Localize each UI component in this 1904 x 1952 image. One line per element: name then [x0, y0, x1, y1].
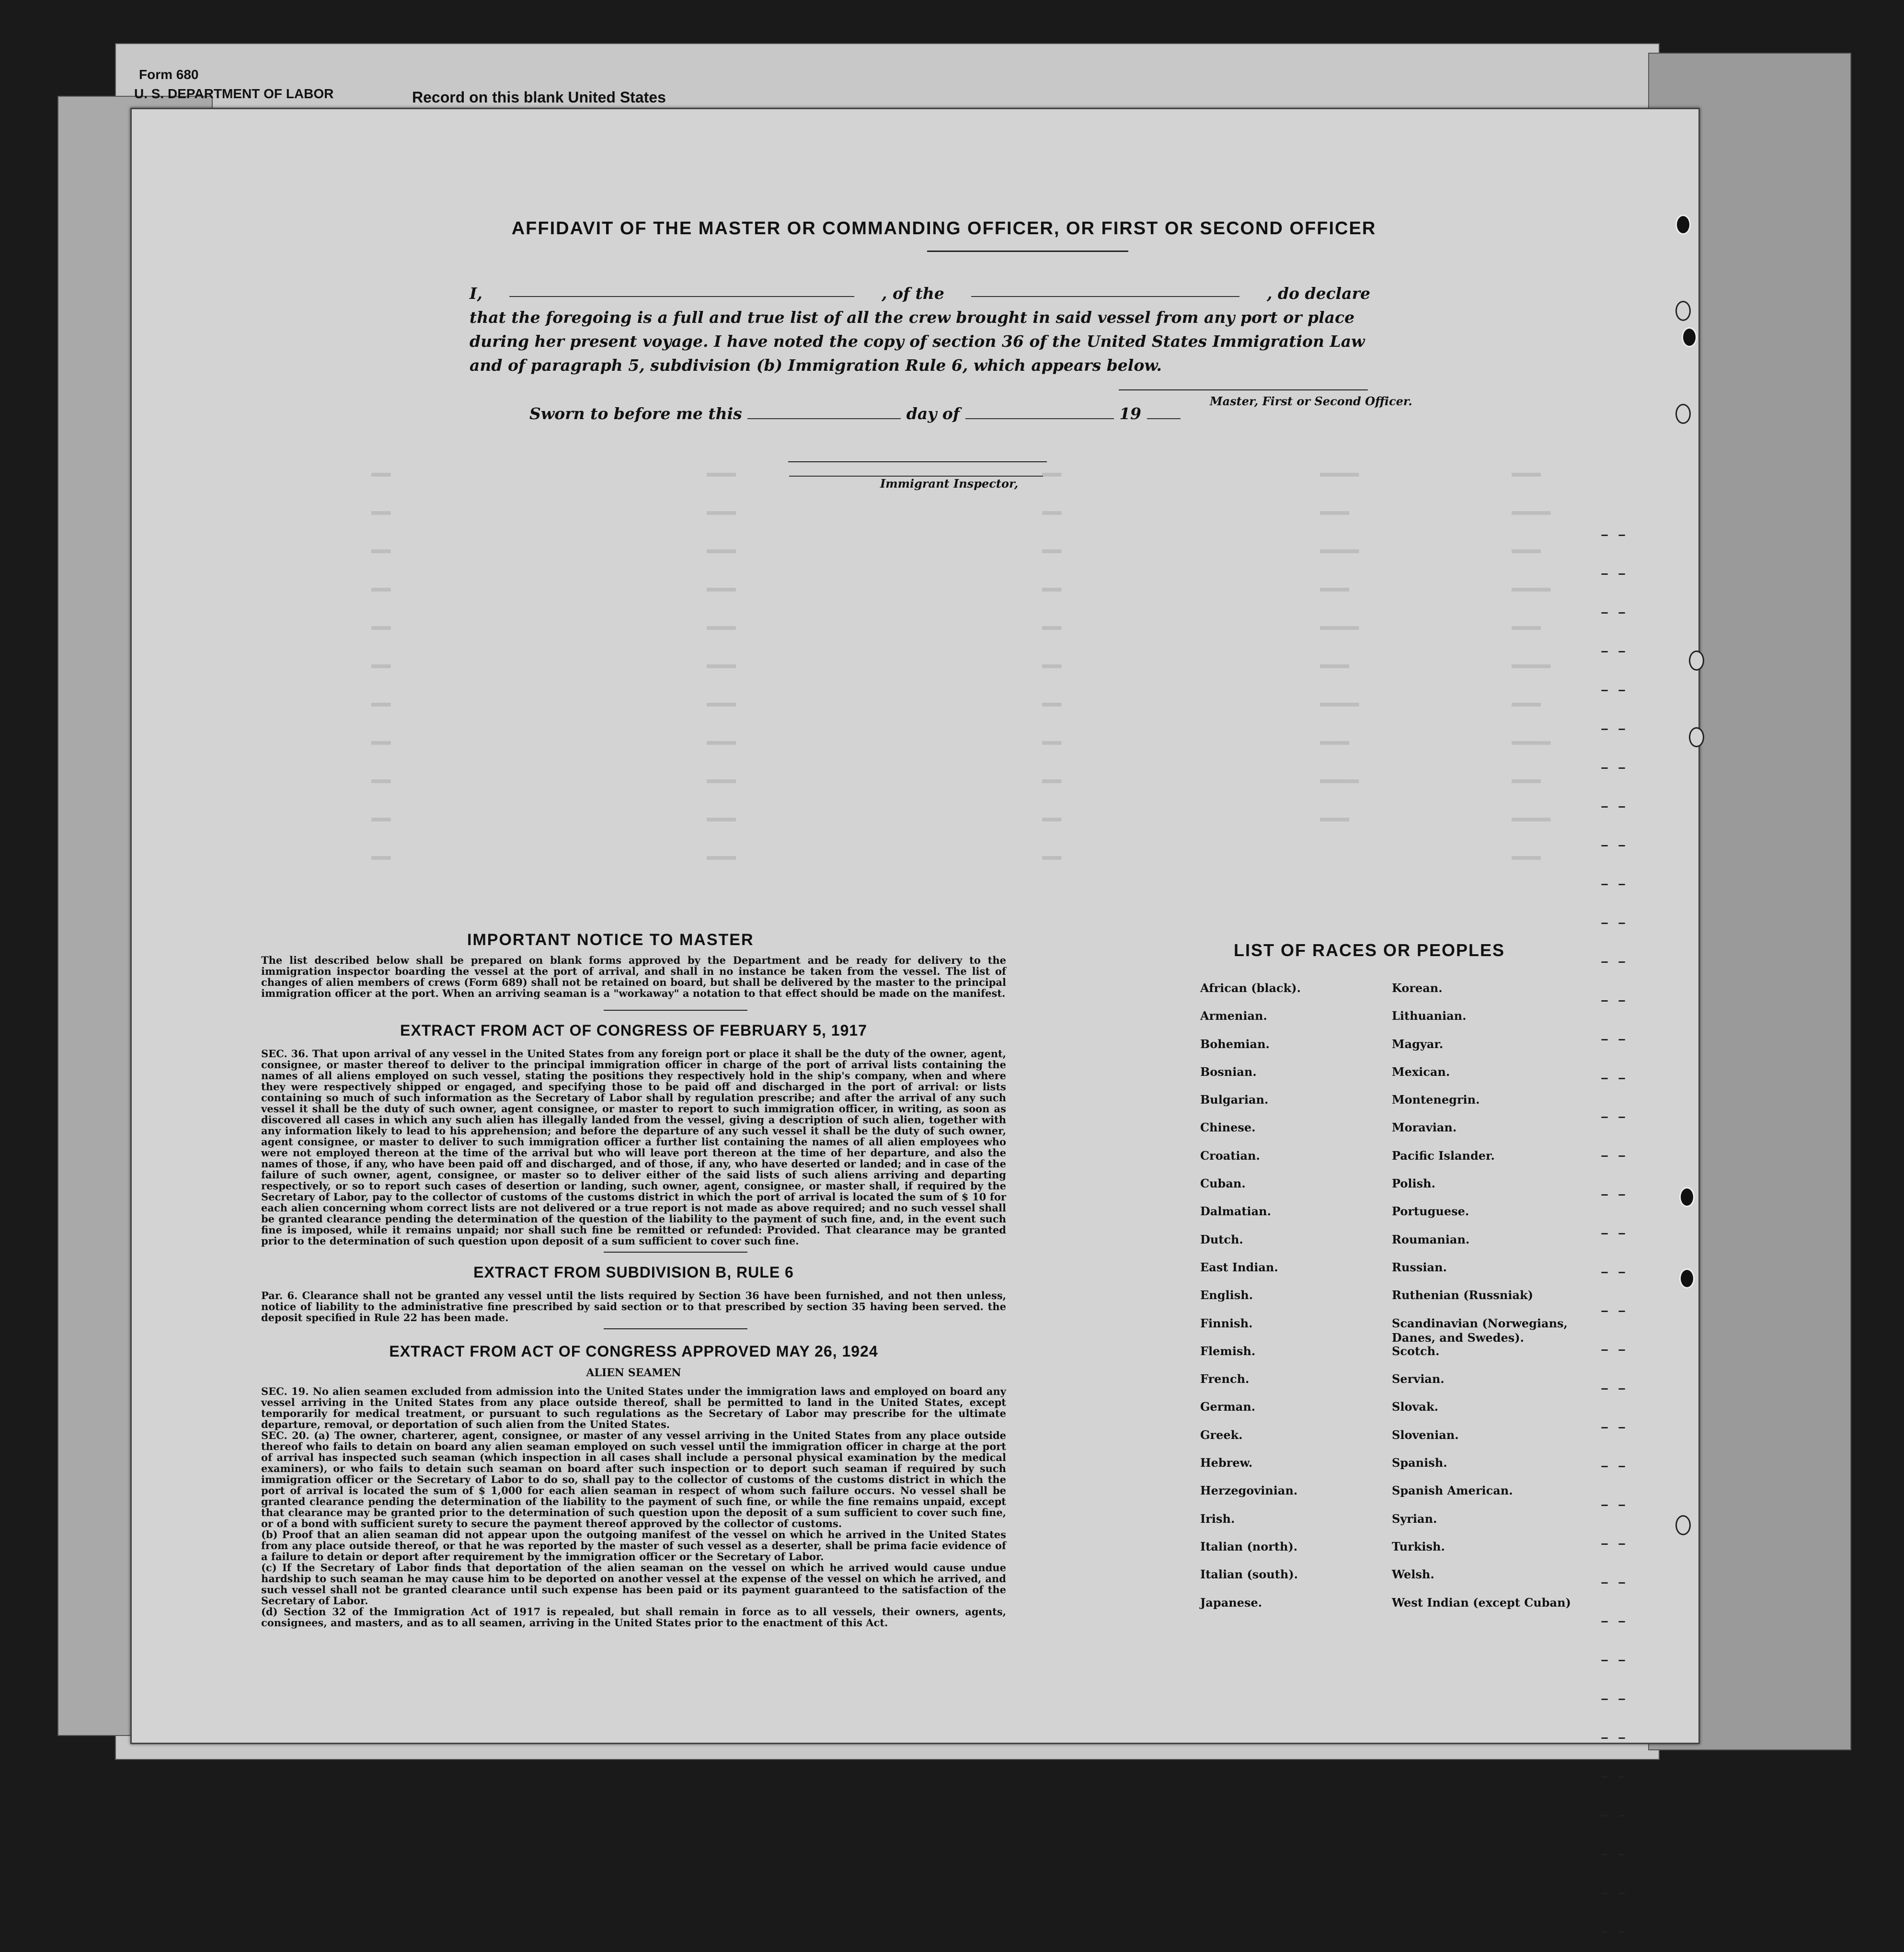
day-of-label: day of — [906, 404, 960, 423]
sec20b-paragraph: (b) Proof that an alien seaman did not appear upon the outgoing manifest of the vessel on which he arrived in the United States from any place outside thereof, or that he was reported by the master of such vessel as a deserter, shall be prima facie evidence of a failure to detain or deport after requirement by the immigration officer or the Secretary of Labor. — [261, 1529, 1006, 1563]
race-item: Polish. — [1392, 1176, 1435, 1191]
binder-hole — [1689, 727, 1704, 747]
binder-hole — [1689, 651, 1704, 671]
section-rule — [604, 1252, 747, 1253]
binder-hole — [1675, 301, 1691, 321]
bleedthrough-column: ▬▬ ▬▬ ▬▬ ▬▬ ▬▬ ▬▬ ▬▬ ▬▬ ▬▬ ▬▬ ▬▬ — [1042, 464, 1062, 866]
department-label: U. S. DEPARTMENT OF LABOR — [134, 86, 334, 101]
race-item: Spanish American. — [1392, 1484, 1513, 1498]
race-item: Scandinavian (Norwegians, Danes, and Swedes). — [1392, 1316, 1568, 1345]
race-item: Slovenian. — [1392, 1427, 1459, 1442]
title-rule — [927, 251, 1128, 252]
bleedthrough-column: ▬▬ ▬▬ ▬▬ ▬▬ ▬▬ ▬▬ ▬▬ ▬▬ ▬▬ ▬▬ ▬▬ — [371, 464, 391, 866]
declarant-name-field[interactable] — [509, 282, 854, 297]
race-item: East Indian. — [1200, 1260, 1278, 1274]
master-signature-line[interactable] — [1119, 389, 1368, 390]
do-declare-label: , do declare — [1266, 284, 1370, 303]
race-item: Bosnian. — [1200, 1064, 1257, 1079]
race-item: Portuguese. — [1392, 1204, 1469, 1219]
race-item: Lithuanian. — [1392, 1009, 1467, 1023]
race-item: Montenegrin. — [1392, 1093, 1480, 1107]
vessel-name-field[interactable] — [971, 282, 1239, 297]
race-item: Roumanian. — [1392, 1232, 1470, 1246]
race-item: Chinese. — [1200, 1120, 1256, 1135]
races-right-column — [1392, 981, 1593, 1623]
race-item: Bulgarian. — [1200, 1093, 1269, 1107]
race-item: Herzegovinian. — [1200, 1484, 1298, 1498]
extract-1917-text: SEC. 36. That upon arrival of any vessel in the United States from any foreign port or place it shall be the duty of the owner, agent, consignee, or master thereof to deliver to the principal immigration officer in charge of the port of arrival lists containing the names of all aliens employed on such vessel, stating the positions they respectively hold in the ship's company, when and where they were respectively shipped or engaged, and specifying those to be paid off and discharged in the port of arrival: or lists containing so much of such information as the Secretary of Labor shall by regulation prescribe; and after the arrival of any such vessel it shall be the duty of such owner, agent consignee, or master to report to such immigration officer, in writing, as soon as discovered all cases in which any such alien has illegally landed from the vessel, giving a description of such alien, together with any information likely to lead to his apprehension; and before the departure of any such vessel it shall be the duty of such owner, agent consignee, or master to deliver to such immigration officer a further list containing the names of all alien employees who were not employed thereon at the time of the arrival but who will leave port thereon at the time of her departure, and also the names of those, if any, who have been paid off and discharged, and of those, if any, who have deserted or landed; and in case of the failure of such owner, agent, consignee, or master so to deliver either of the said lists of such aliens arriving and departing respectively, or so to report such cases of desertion or landing, such owner, agent, consignee, or master shall, if required by the Secretary of Labor, pay to the collector of customs of the customs district in which the port of arrival is located the sum of $ 10 for each alien concerning whom correct lists are not delivered or a true report is not made as above required; and no such vessel shall be granted clearance pending the determination of the question of the liability to the payment of such fine, and, in the event such fine is imposed, while it remains unpaid; nor shall such fine be remitted or refunded: Provided. That clearance may be granted prior to the determination of such question upon deposit of a sum sufficient to cover such fine. — [261, 1048, 1006, 1247]
binder-hole — [1679, 1187, 1695, 1207]
extract-1924-title: EXTRACT FROM ACT OF CONGRESS APPROVED MAY 26, 1924 — [389, 1343, 878, 1360]
rule6-title: EXTRACT FROM SUBDIVISION B, RULE 6 — [473, 1264, 794, 1281]
race-item: Spanish. — [1392, 1456, 1447, 1470]
race-item: Japanese. — [1200, 1595, 1262, 1610]
race-item: Slovak. — [1392, 1400, 1438, 1414]
sworn-day-field[interactable] — [747, 404, 901, 419]
extract-1917-title: EXTRACT FROM ACT OF CONGRESS OF FEBRUARY 5, 1917 — [400, 1022, 867, 1039]
declaration-line — [470, 282, 1370, 306]
binder-hole — [1679, 1268, 1695, 1289]
section-rule — [604, 1010, 747, 1011]
master-signature-label: Master, First or Second Officer. — [1210, 394, 1412, 408]
race-item: Cuban. — [1200, 1176, 1246, 1191]
rule6-text: Par. 6. Clearance shall not be granted any vessel until the lists required by Section 36 have been furnished, and not then unless, notice of liability to the administrative fine prescribed by said section or to that prescribed by section 35 having been served. the deposit specified in Rule 22 has been made. — [261, 1290, 1006, 1324]
year-prefix: 19 — [1119, 404, 1142, 423]
race-item: Italian (north). — [1200, 1539, 1298, 1553]
binder-hole — [1675, 404, 1691, 424]
race-item: French. — [1200, 1372, 1250, 1386]
binder-hole — [1682, 327, 1697, 347]
binder-hole — [1675, 215, 1691, 235]
race-item: Servian. — [1392, 1372, 1445, 1386]
sec20a-paragraph: SEC. 20. (a) The owner, charterer, agent, consignee, or master of any vessel arriving in the United States from any place outside thereof who fails to detain on board any alien seaman employed on such vessel until the immigration officer in charge at the port of arrival has inspected such seaman (which inspection in all cases shall include a personal physical examination by the medical examiners), or who fails to detain such seaman on board after such inspection or to deport such seaman if required by such immigration officer or the Secretary of Labor to do so, shall pay to the collector of customs of the customs district in which the port of arrival is located the sum of $ 1,000 for each alien seaman in respect of whom such failure occurs. No vessel shall be granted clearance pending the determination of the liability to the payment of such fine, or while the fine remains unpaid, except that clearance may be granted prior to the determination of such question upon the deposit of a sum sufficient to cover such fine, or of a bond with sufficient surety to secure the payment thereof approved by the collector of customs. — [261, 1429, 1006, 1530]
of-the-label: , of the — [882, 284, 944, 303]
race-item: Mexican. — [1392, 1064, 1450, 1079]
declarant-prefix: I, — [470, 284, 482, 303]
race-item: Russian. — [1392, 1260, 1447, 1274]
race-item: Syrian. — [1392, 1511, 1437, 1526]
affidavit-body: that the foregoing is a full and true list of all the crew brought in said vessel from any port or place during her present voyage. I have noted the copy of section 36 of the United States Immigration Law and of paragraph 5, subdivision (b) Immigration Rule 6, which appears below. — [470, 308, 1365, 375]
race-item: Pacific Islander. — [1392, 1148, 1495, 1163]
race-item: Italian (south). — [1200, 1567, 1298, 1582]
race-item: Greek. — [1200, 1427, 1243, 1442]
notice-title: IMPORTANT NOTICE TO MASTER — [467, 931, 754, 949]
race-item: German. — [1200, 1400, 1256, 1414]
extract-1924-text — [261, 1386, 1006, 1628]
race-item: Scotch. — [1392, 1344, 1440, 1358]
affidavit-title: AFFIDAVIT OF THE MASTER OR COMMANDING OFFICER, OR FIRST OR SECOND OFFICER — [511, 218, 1376, 239]
affidavit-page — [130, 108, 1700, 1941]
race-item: West Indian (except Cuban) — [1392, 1595, 1571, 1610]
race-item: African (black). — [1200, 981, 1301, 995]
race-item: English. — [1200, 1288, 1253, 1302]
section-rule — [604, 1328, 747, 1329]
inspector-label: Immigrant Inspector, — [789, 476, 1043, 491]
margin-dash-column: – – – – – – – – – – – – – – – – – – – – – – – – – – – – – – – – – – – – – – – – – – – – – – – – – – – – – – – – – – – – – – – – – – – – – – – – – – — [1600, 527, 1627, 1941]
inspector-signature-line[interactable] — [788, 461, 1047, 462]
bleedthrough-column: ▬▬▬▬ ▬▬▬ ▬▬▬▬ ▬▬▬ ▬▬▬▬ ▬▬▬ ▬▬▬▬ ▬▬▬ ▬▬▬▬ ▬▬▬ — [1320, 464, 1359, 827]
sworn-month-field[interactable] — [965, 404, 1114, 419]
alien-seamen-subtitle: ALIEN SEAMEN — [586, 1367, 681, 1379]
affidavit-text — [470, 282, 1370, 377]
sec20c-paragraph: (c) If the Secretary of Labor finds that deportation of the alien seaman on the vessel on which he arrived would cause undue hardship to such seaman he may cause him to be deported on another vessel at the expense of the vessel on which he arrived, and such vessel shall not be granted clearance until such expense has been paid or its payment guaranteed to the satisfaction of the Secretary of Labor. — [261, 1562, 1006, 1607]
record-label: Record on this blank United States — [412, 89, 666, 106]
race-item: Finnish. — [1200, 1316, 1253, 1330]
race-item: Irish. — [1200, 1511, 1235, 1526]
race-item: Welsh. — [1392, 1567, 1434, 1582]
race-item: Armenian. — [1200, 1009, 1267, 1023]
sworn-prefix: Sworn to before me this — [529, 404, 742, 423]
bleedthrough-column: ▬▬▬ ▬▬▬ ▬▬▬ ▬▬▬ ▬▬▬ ▬▬▬ ▬▬▬ ▬▬▬ ▬▬▬ ▬▬▬ ▬▬▬ — [707, 464, 736, 866]
sec20d-paragraph: (d) Section 32 of the Immigration Act of 1917 is repealed, but shall remain in force as to all vessels, their owners, agents, consignees, and masters, and as to all seamen, arriving in the United States prior to the enactment of this Act. — [261, 1606, 1006, 1629]
race-item: Magyar. — [1392, 1037, 1444, 1051]
races-title: LIST OF RACES OR PEOPLES — [1234, 940, 1505, 960]
race-item: Turkish. — [1392, 1539, 1445, 1553]
race-item: Korean. — [1392, 981, 1443, 995]
race-item: Hebrew. — [1200, 1456, 1253, 1470]
bleedthrough-column: ▬▬▬ ▬▬▬▬ ▬▬▬ ▬▬▬▬ ▬▬▬ ▬▬▬▬ ▬▬▬ ▬▬▬▬ ▬▬▬ ▬▬▬▬ ▬▬▬ — [1512, 464, 1551, 866]
race-item: Bohemian. — [1200, 1037, 1270, 1051]
notice-text: The list described below shall be prepared on blank forms approved by the Department and be ready for delivery to the immigration inspector boarding the vessel at the port of arrival, and shall in no instance be taken from the vessel. The list of changes of alien members of crews (Form 689) shall not be retained on board, but shall be delivered by the master to the principal immigration officer at the port. When an arriving seaman is a "workaway" a notation to that effect should be made on the manifest. — [261, 954, 1006, 999]
race-item: Dalmatian. — [1200, 1204, 1271, 1219]
race-item: Flemish. — [1200, 1344, 1256, 1358]
sec19-paragraph: SEC. 19. No alien seamen excluded from admission into the United States under the immigration laws and employed on board any vessel arriving in the United States from any place outside thereof, shall be permitted to land in the United States, except temporarily for medical treatment, or pursuant to such regulations as the Secretary of Labor may prescribe for the ultimate departure, removal, or deportation of such alien from the United States. — [261, 1385, 1006, 1430]
races-left-column — [1200, 981, 1382, 1623]
form-number: Form 680 — [139, 67, 199, 82]
race-item: Moravian. — [1392, 1120, 1457, 1135]
race-item: Dutch. — [1200, 1232, 1243, 1246]
sworn-line — [529, 404, 1181, 423]
sworn-year-field[interactable] — [1147, 404, 1181, 419]
race-item: Ruthenian (Russniak) — [1392, 1288, 1533, 1302]
binder-hole — [1675, 1515, 1691, 1535]
race-item: Croatian. — [1200, 1148, 1260, 1163]
